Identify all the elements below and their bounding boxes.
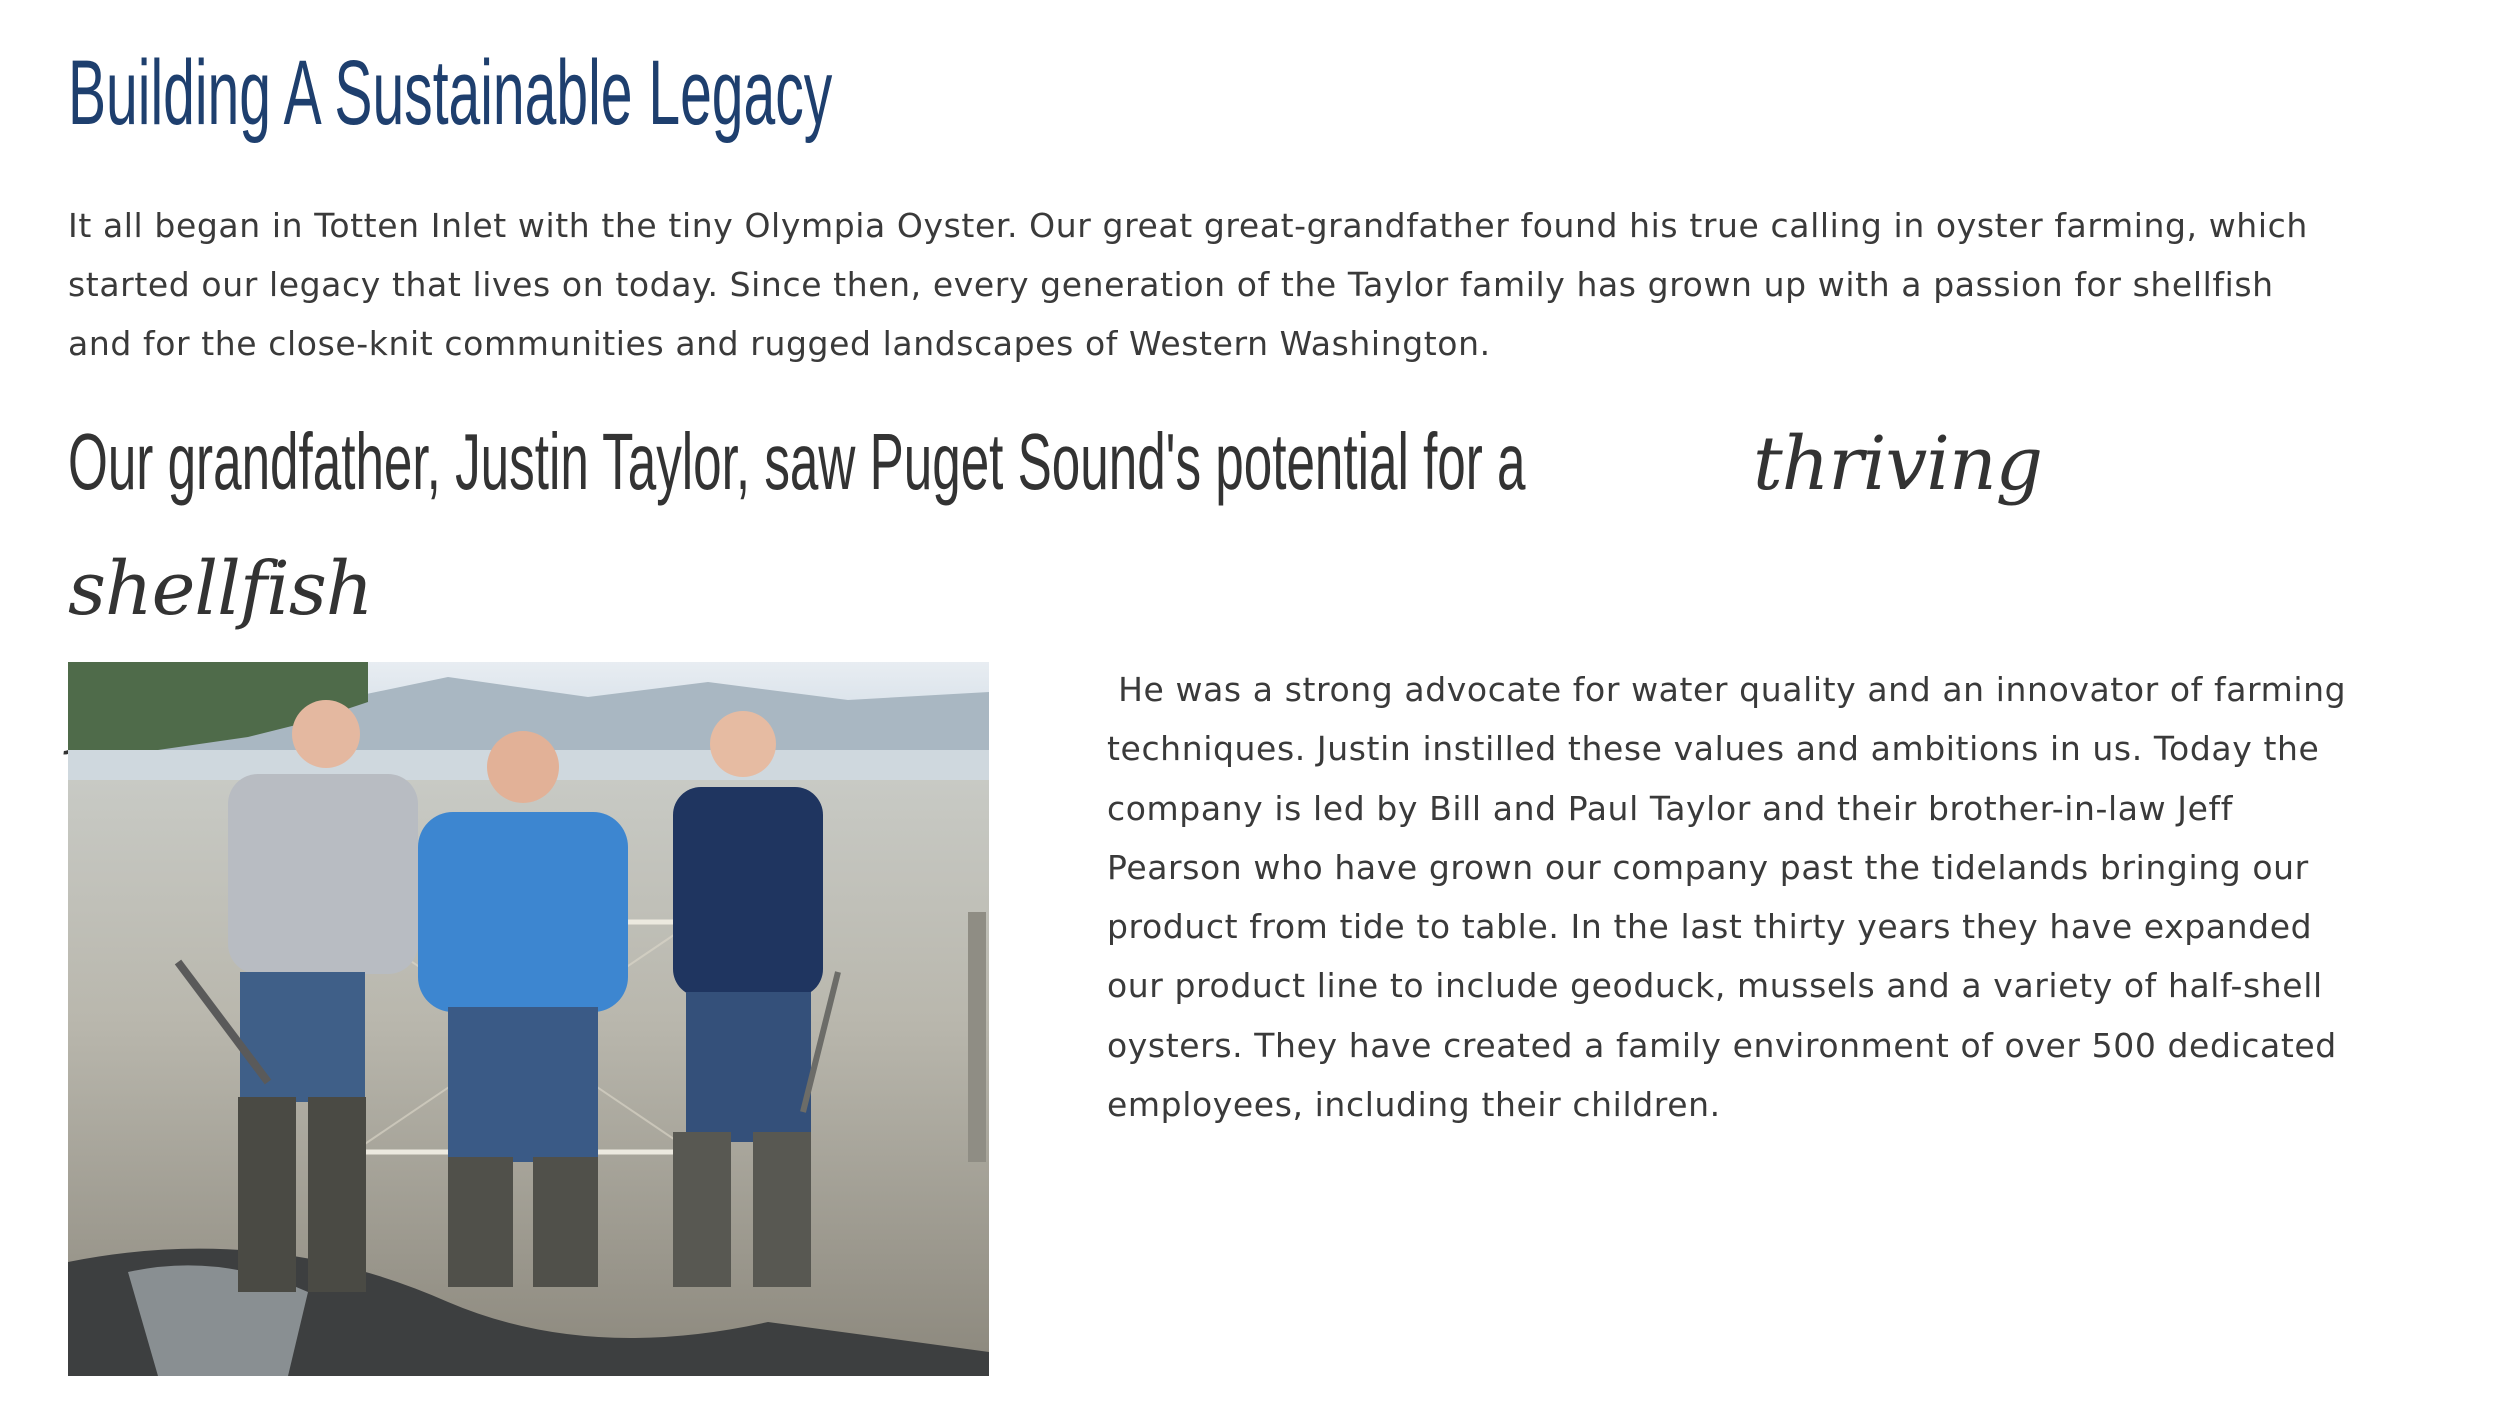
- intro-paragraph: It all began in Totten Inlet with the tiny Olympia Oyster. Our great great-grandfather found his true calling in oyster farming, which started our legacy that lives on today. Since then, every generation of the Taylor family has grown up with a passion for shellfish and for the close-knit communities and rugged landscapes of Western Washington.: [68, 206, 2308, 363]
- headline-script-text-1: thriving shellfish: [68, 421, 2042, 632]
- family-photo: [68, 662, 989, 1376]
- page-title: Building A Sustainable Legacy: [68, 42, 833, 144]
- headline-plain-text: Our grandfather, Justin Taylor, saw Puget Sound's potential for a: [68, 417, 1526, 506]
- history-paragraph: He was a strong advocate for water quality and an innovator of farming techniques. Justin instilled these values and ambitions in us. Today the company is led by Bill and Paul Taylor and their brother-in-law Jeff Pearson who have grown our company past the tidelands bringing our product from tide to table. In the last thirty years they have expanded our product line to include geoduck, mussels and a variety of half-shell oysters. They have created a family environment of over 500 dedicated employees, including their children.: [1107, 670, 2358, 1125]
